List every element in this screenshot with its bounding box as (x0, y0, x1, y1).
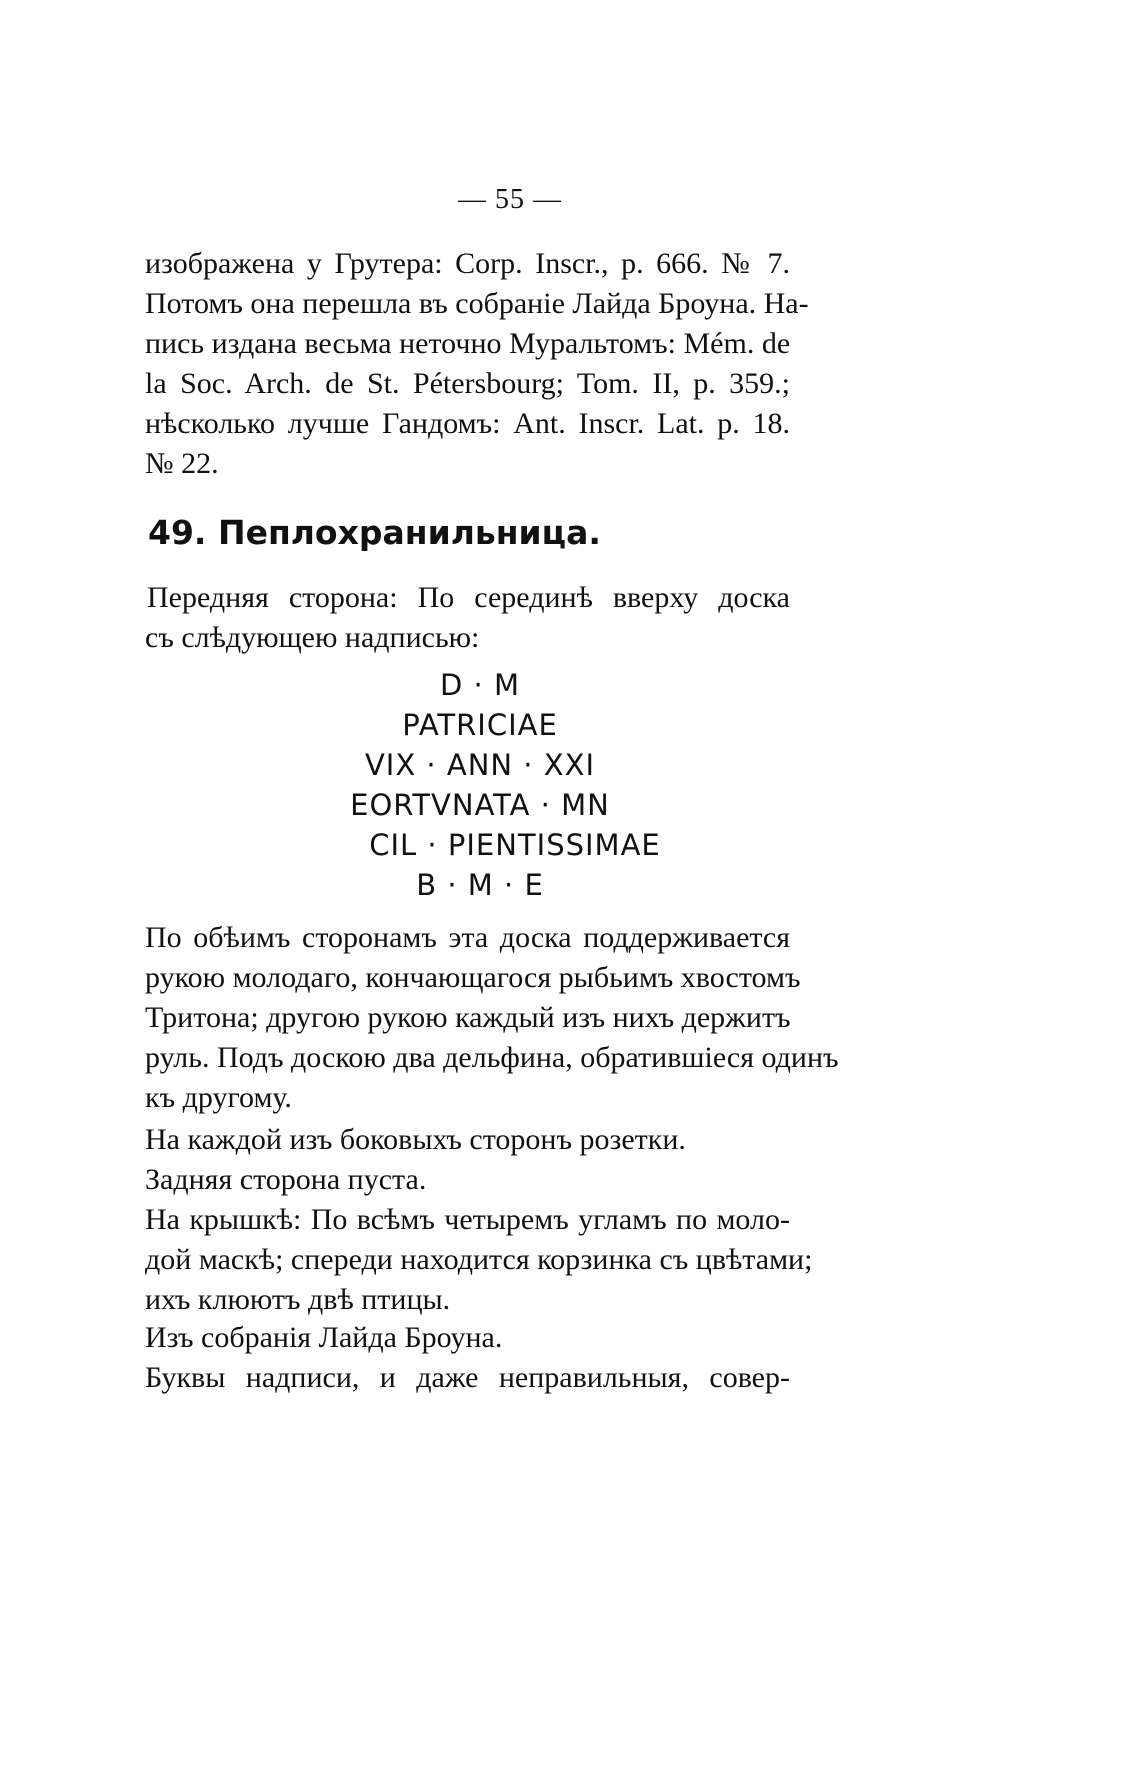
text-line: На каждой изъ боковыхъ сторонъ розетки. (145, 1123, 686, 1156)
text-line: нѣсколько лучше Гандомъ: Ant. Inscr. Lat. p. 18. (145, 407, 790, 440)
text-line: къ другому. (145, 1081, 292, 1114)
text-line: Потомъ она перешла въ собраніе Лайда Броуна. На- (145, 287, 809, 320)
inscription-line: B · M · E (416, 868, 544, 902)
text-line: дой маскѣ; спереди находится корзинка съ цвѣтами; (145, 1243, 813, 1276)
text-line: ихъ клюютъ двѣ птицы. (145, 1283, 451, 1316)
letters-paragraph (145, 1358, 790, 1398)
inscription-line: D · M (439, 668, 520, 702)
text-line: пись издана весьма неточно Муральтомъ: Mém. de (145, 327, 791, 360)
text-line: Передняя сторона: По серединѣ вверху доска (147, 581, 790, 614)
text-line: На крышкѣ: По всѣмъ четыремъ угламъ по моло- (145, 1203, 790, 1236)
description-paragraph (145, 918, 839, 1118)
intro-paragraph (145, 244, 809, 484)
front-paragraph (145, 578, 790, 658)
lid-paragraph (145, 1200, 813, 1320)
page-number: — 55 — (458, 184, 562, 215)
text-line: рукою молодаго, кончающагося рыбьимъ хвостомъ (145, 961, 801, 994)
text-line: la Soc. Arch. de St. Pétersbourg; Tom. II, p. 359.; (145, 367, 790, 400)
inscription-line: EORTVNATA · MN (350, 788, 610, 822)
text-line: съ слѣдующею надписью: (145, 621, 480, 654)
section-heading: 49. Пеплохранильница. (148, 513, 601, 552)
text-line: Задняя сторона пуста. (145, 1163, 427, 1196)
text-line: изображена у Грутера: Corp. Inscr., p. 666. № 7. (145, 247, 790, 280)
inscription-line: PATRICIAE (402, 708, 558, 742)
latin-inscription (270, 665, 690, 905)
text-line: Тритона; другою рукою каждый изъ нихъ держитъ (145, 1001, 791, 1034)
text-line: Буквы надписи, и даже неправильныя, совер- (145, 1361, 790, 1394)
text-line: По обѣимъ сторонамъ эта доска поддерживается (145, 921, 790, 954)
text-line: руль. Подъ доскою два дельфина, обратившiеся одинъ (145, 1041, 839, 1074)
inscription-line: CIL · PIENTISSIMAE (369, 828, 661, 862)
inscription-line: VIX · ANN · XXI (364, 748, 596, 782)
sides-paragraph (145, 1120, 790, 1160)
text-line: Изъ собранія Лайда Броуна. (145, 1321, 503, 1354)
text-line: № 22. (145, 447, 219, 480)
provenance-paragraph (145, 1318, 790, 1358)
back-paragraph (145, 1160, 790, 1200)
